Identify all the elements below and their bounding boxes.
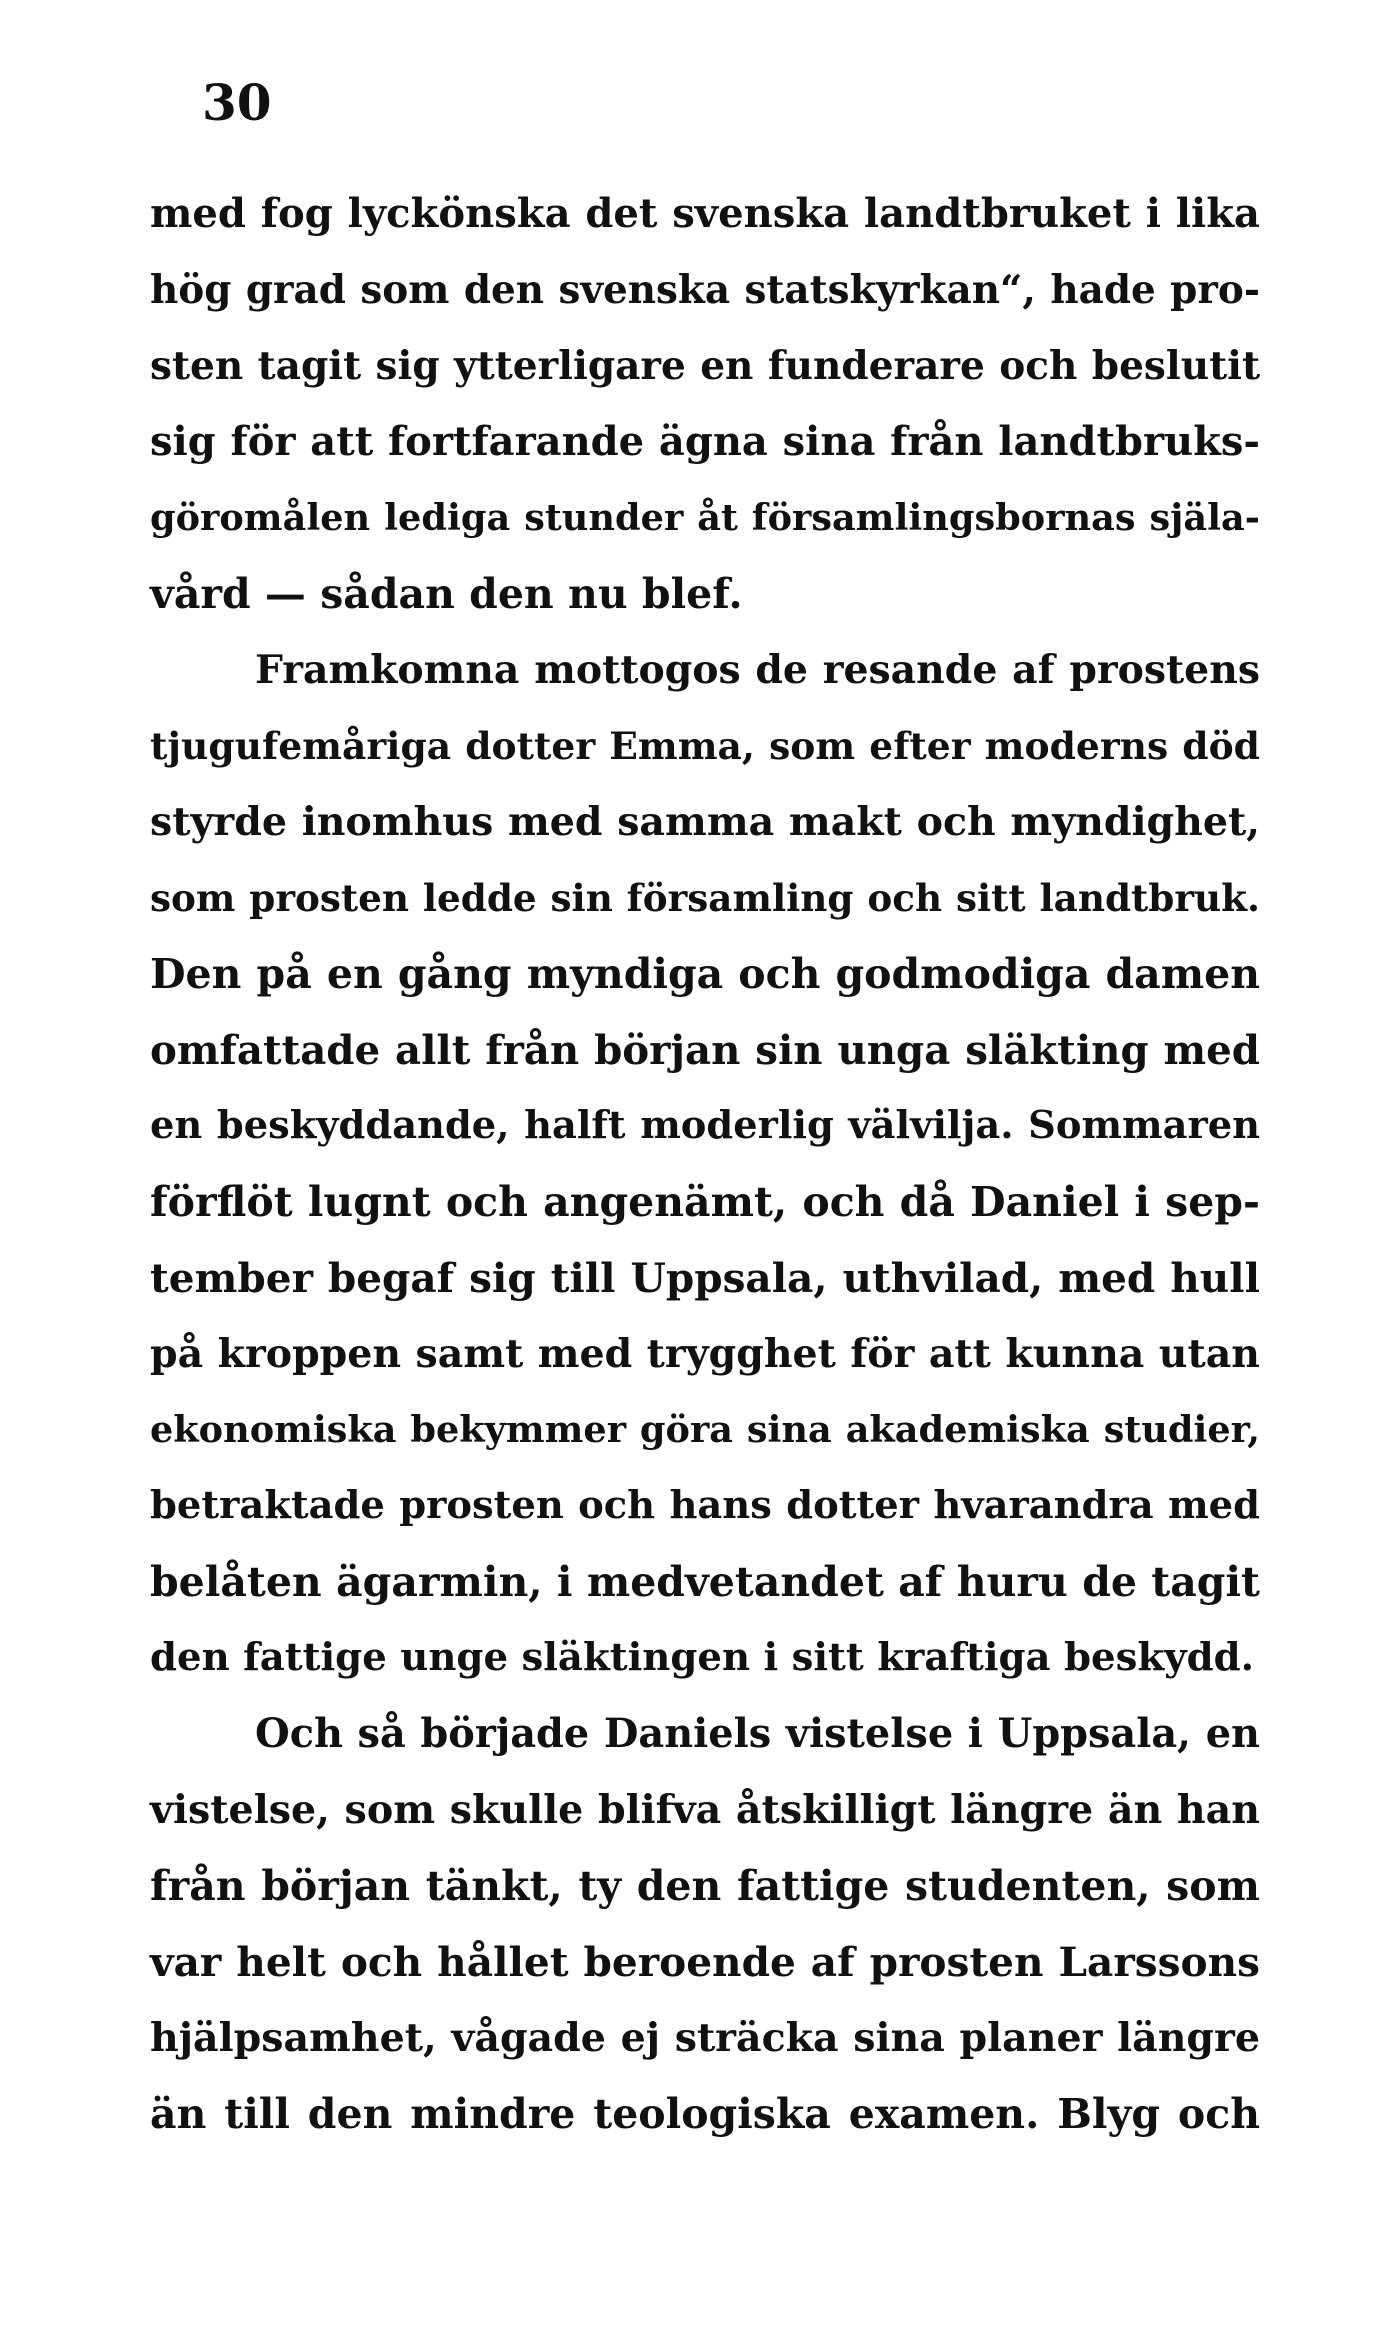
page-number: 30: [202, 73, 272, 132]
text-line: sig för att fortfarande ägna sina från landtbruks-: [150, 418, 1260, 465]
text-line: hög grad som den svenska statskyrkan“, hade pro-: [150, 267, 1260, 313]
text-line: en beskyddande, halft moderlig välvilja. Sommaren: [150, 1103, 1260, 1148]
text-line: sten tagit sig ytterligare en funderare och beslutit: [150, 343, 1260, 389]
text-line: omfattade allt från början sin unga släkting med: [150, 1026, 1260, 1074]
text-line: som prosten ledde sin församling och sitt landtbruk.: [150, 876, 1260, 920]
text-line: med fog lyckönska det svenska landtbruket i lika: [150, 190, 1260, 237]
text-line: göromålen lediga stunder åt församlingsbornas själa-: [150, 496, 1260, 539]
text-line: vistelse, som skulle blifva åtskilligt längre än han: [150, 1787, 1260, 1833]
text-line: Den på en gång myndiga och godmodiga damen: [150, 950, 1260, 998]
text-line: ekonomiska bekymmer göra sina akademiska studier,: [150, 1408, 1260, 1451]
text-line: tember begaf sig till Uppsala, uthvilad, med hull: [150, 1254, 1260, 1302]
text-line: styrde inomhus med samma makt och myndighet,: [150, 799, 1260, 845]
text-line: Och så började Daniels vistelse i Uppsala, en: [255, 1711, 1260, 1757]
text-line: betraktade prosten och hans dotter hvarandra med: [150, 1483, 1260, 1528]
text-line: hjälpsamhet, vågade ej sträcka sina planer längre: [150, 2015, 1260, 2061]
text-line: var helt och hållet beroende af prosten Larssons: [150, 1938, 1260, 1986]
text-line: än till den mindre teologiska examen. Blyg och: [150, 2090, 1260, 2138]
text-line: den fattige unge släktingen i sitt kraftiga beskydd.: [150, 1635, 1255, 1680]
text-line: tjugufemåriga dotter Emma, som efter moderns död: [150, 724, 1260, 768]
text-line: belåten ägarmin, i medvetandet af huru de tagit: [150, 1558, 1260, 1606]
text-line: på kroppen samt med trygghet för att kunna utan: [150, 1331, 1260, 1377]
text-line: Framkomna mottogos de resande af prostens: [255, 647, 1260, 693]
text-line: vård — sådan den nu blef.: [150, 570, 743, 618]
body-text: [150, 176, 1260, 2152]
text-line: förflöt lugnt och angenämt, och då Daniel i sep-: [150, 1178, 1260, 1226]
text-line: från början tänkt, ty den fattige studenten, som: [150, 1862, 1260, 1910]
